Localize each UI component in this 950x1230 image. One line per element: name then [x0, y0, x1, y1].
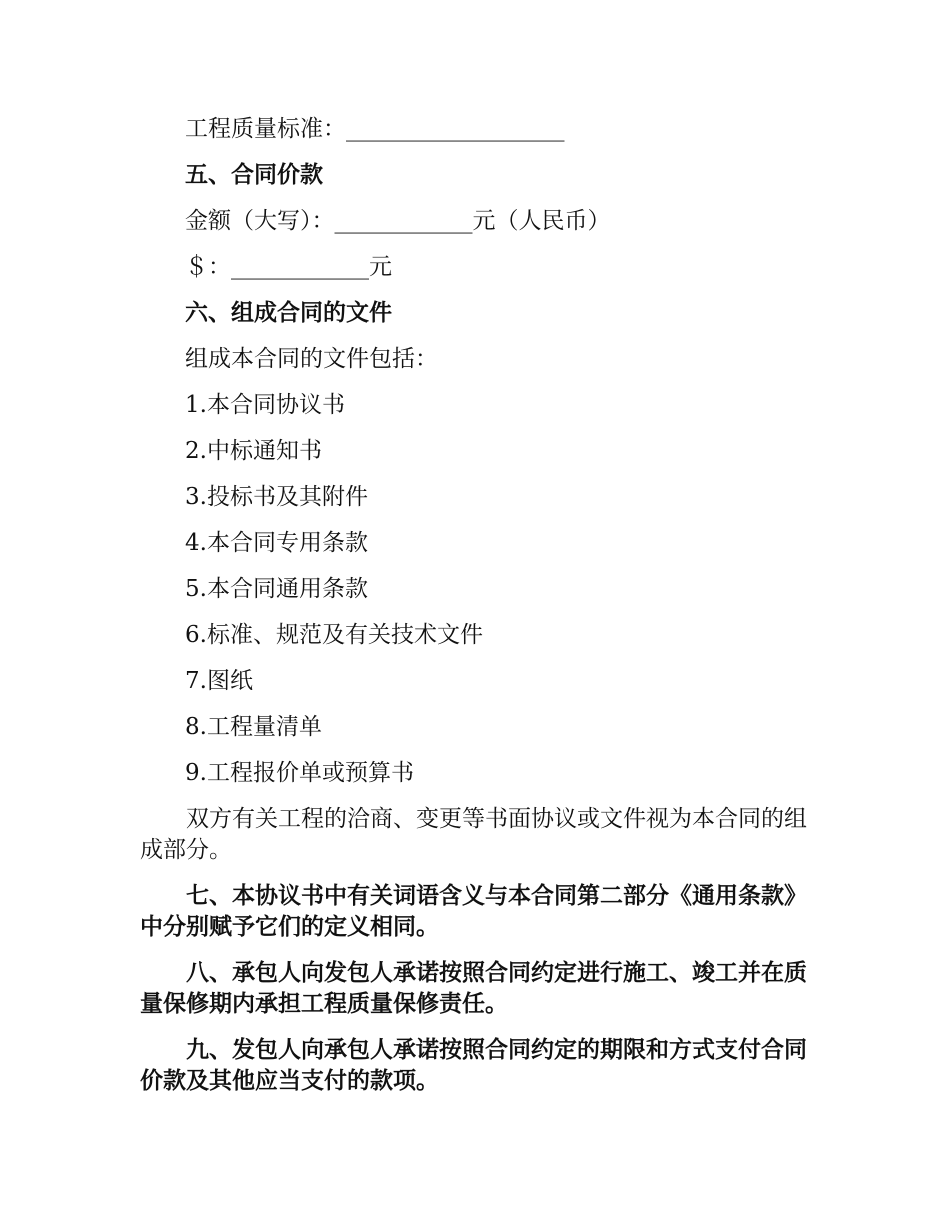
- section-6-intro: 组成本合同的文件包括：: [185, 346, 438, 372]
- list-item: 4.本合同专用条款: [185, 530, 368, 556]
- list-item: 7.图纸: [185, 668, 253, 694]
- section-8-paragraph: [140, 958, 808, 1020]
- section-7-text: 七、本协议书中有关词语含义与本合同第二部分《通用条款》中分别赋予它们的定义相同。: [140, 883, 807, 940]
- list-item: 9.工程报价单或预算书: [185, 760, 414, 786]
- quality-standard-line: 工程质量标准：___________________: [185, 116, 565, 142]
- list-item: 6.标准、规范及有关技术文件: [185, 622, 483, 648]
- list-item: 8.工程量清单: [185, 714, 322, 740]
- amount-in-words-line: 金额（大写）：____________元（人民币）: [185, 208, 611, 234]
- amount-dollar-line: ＄：____________元: [185, 254, 392, 280]
- section-9-text: 九、发包人向承包人承诺按照合同约定的期限和方式支付合同价款及其他应当支付的款项。: [140, 1037, 807, 1094]
- section-7-paragraph: [140, 881, 808, 943]
- list-item: 3.投标书及其附件: [185, 484, 368, 510]
- section-8-text: 八、承包人向发包人承诺按照合同约定进行施工、竣工并在质量保修期内承担工程质量保修责任。: [140, 960, 807, 1017]
- section-5-heading: 五、合同价款: [185, 162, 323, 188]
- section-6-closing-paragraph: [140, 804, 808, 866]
- section-6-heading: 六、组成合同的文件: [185, 300, 392, 326]
- list-item: 5.本合同通用条款: [185, 576, 368, 602]
- list-item: 2.中标通知书: [185, 438, 322, 464]
- list-item: 1.本合同协议书: [185, 392, 345, 418]
- section-6-closing-text: 双方有关工程的洽商、变更等书面协议或文件视为本合同的组成部分。: [140, 806, 807, 863]
- section-9-paragraph: [140, 1035, 808, 1097]
